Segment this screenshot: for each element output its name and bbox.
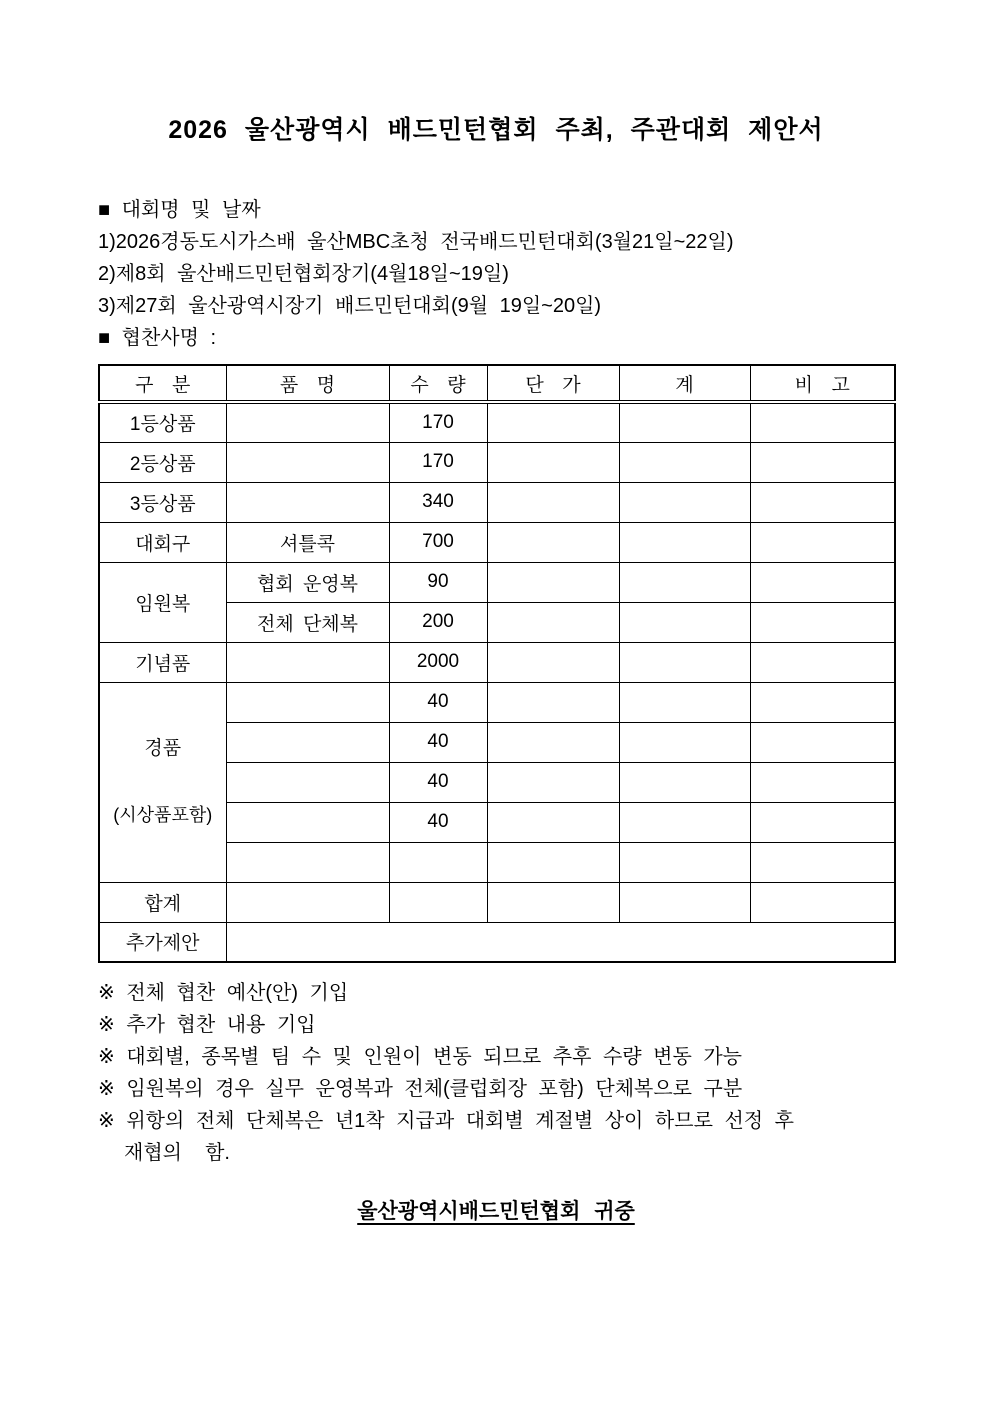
addressee-line (98, 1195, 894, 1225)
cell-unit-price (487, 402, 619, 442)
cell-item (226, 682, 389, 722)
cell-total (619, 642, 750, 682)
event-item-3: 3)제27회 울산광역시장기 배드민턴대회(9월 19일~20일) (98, 295, 602, 317)
table-row (99, 562, 895, 602)
cell-additional-merged (226, 922, 895, 962)
cell-total (619, 402, 750, 442)
prize-label: 경품 (144, 738, 182, 759)
col-header-item: 품 명 (226, 365, 389, 402)
prize-sublabel: (시상품포함) (113, 805, 213, 825)
cell-note (750, 882, 895, 922)
cell-total (619, 482, 750, 522)
cell-total (619, 882, 750, 922)
table-row (99, 482, 895, 522)
cell-note (750, 602, 895, 642)
cell-item (226, 762, 389, 802)
cell-category-total: 합계 (99, 882, 226, 922)
cell-item (226, 402, 389, 442)
cell-total (619, 562, 750, 602)
cell-total (619, 762, 750, 802)
cell-note (750, 562, 895, 602)
cell-qty: 170 (389, 402, 487, 442)
cell-total (619, 842, 750, 882)
table-row (99, 442, 895, 482)
table-row (99, 682, 895, 722)
footnotes (98, 977, 894, 1169)
cell-qty: 2000 (389, 642, 487, 682)
addressee-text: 울산광역시배드민턴협회 귀중 (357, 1200, 635, 1223)
cell-category: 기념품 (99, 642, 226, 682)
cell-category-additional: 추가제안 (99, 922, 226, 962)
cell-qty: 40 (389, 682, 487, 722)
intro-section (98, 194, 894, 354)
event-item-1: 1)2026경동도시가스배 울산MBC초청 전국배드민턴대회(3월21일~22일) (98, 231, 734, 253)
cell-note (750, 802, 895, 842)
cell-total (619, 722, 750, 762)
cell-item (226, 722, 389, 762)
cell-note (750, 402, 895, 442)
cell-unit-price (487, 682, 619, 722)
cell-total (619, 682, 750, 722)
cell-qty: 40 (389, 802, 487, 842)
footnote-3: ※ 대회별, 종목별 팀 수 및 인원이 변동 되므로 추후 수량 변동 가능 (98, 1046, 742, 1068)
cell-item (226, 882, 389, 922)
event-item-2: 2)제8회 울산배드민턴협회장기(4월18일~19일) (98, 263, 509, 285)
cell-item (226, 802, 389, 842)
cell-category: 1등상품 (99, 402, 226, 442)
cell-qty: 40 (389, 722, 487, 762)
cell-note (750, 842, 895, 882)
table-row-total (99, 882, 895, 922)
sponsor-table (98, 364, 896, 963)
cell-unit-price (487, 842, 619, 882)
footnote-1: ※ 전체 협찬 예산(안) 기입 (98, 982, 349, 1004)
cell-qty (389, 842, 487, 882)
col-header-unit-price: 단 가 (487, 365, 619, 402)
footnote-5: ※ 위항의 전체 단체복은 년1착 지급과 대회별 계절별 상이 하므로 선정 후 (98, 1110, 794, 1132)
cell-qty: 340 (389, 482, 487, 522)
col-header-category: 구 분 (99, 365, 226, 402)
cell-item: 협회 운영복 (226, 562, 389, 602)
cell-unit-price (487, 522, 619, 562)
sponsor-heading: ■ 협찬사명 : (98, 327, 217, 349)
cell-unit-price (487, 482, 619, 522)
cell-item (226, 642, 389, 682)
table-row (99, 642, 895, 682)
doc-title: 2026 울산광역시 배드민턴협회 주최, 주관대회 제안서 (168, 116, 824, 144)
col-header-total: 계 (619, 365, 750, 402)
cell-qty (389, 882, 487, 922)
cell-qty: 170 (389, 442, 487, 482)
cell-qty: 700 (389, 522, 487, 562)
cell-item (226, 442, 389, 482)
table-row (99, 402, 895, 442)
cell-note (750, 442, 895, 482)
cell-unit-price (487, 802, 619, 842)
cell-category-prizes (99, 682, 226, 882)
cell-unit-price (487, 602, 619, 642)
cell-note (750, 642, 895, 682)
table-header-row (99, 365, 895, 402)
cell-total (619, 602, 750, 642)
dates-heading: ■ 대회명 및 날짜 (98, 199, 261, 221)
col-header-note: 비 고 (750, 365, 895, 402)
cell-note (750, 722, 895, 762)
cell-note (750, 522, 895, 562)
cell-unit-price (487, 642, 619, 682)
cell-unit-price (487, 442, 619, 482)
cell-item: 전체 단체복 (226, 602, 389, 642)
cell-qty: 40 (389, 762, 487, 802)
cell-qty: 90 (389, 562, 487, 602)
cell-unit-price (487, 562, 619, 602)
cell-unit-price (487, 722, 619, 762)
cell-total (619, 442, 750, 482)
cell-note (750, 762, 895, 802)
table-row (99, 522, 895, 562)
cell-note (750, 682, 895, 722)
cell-category: 3등상품 (99, 482, 226, 522)
cell-total (619, 522, 750, 562)
footnote-4: ※ 임원복의 경우 실무 운영복과 전체(클럽회장 포함) 단체복으로 구분 (98, 1078, 743, 1100)
cell-note (750, 482, 895, 522)
cell-unit-price (487, 762, 619, 802)
col-header-qty: 수 량 (389, 365, 487, 402)
cell-item: 셔틀콕 (226, 522, 389, 562)
footnote-2: ※ 추가 협찬 내용 기입 (98, 1014, 316, 1036)
cell-unit-price (487, 882, 619, 922)
cell-item (226, 842, 389, 882)
cell-category: 대회구 (99, 522, 226, 562)
footnote-5-continued: 재협의 함. (124, 1142, 230, 1164)
cell-category: 2등상품 (99, 442, 226, 482)
table-row-additional-proposal (99, 922, 895, 962)
cell-item (226, 482, 389, 522)
cell-qty: 200 (389, 602, 487, 642)
cell-category-officials-uniform: 임원복 (99, 562, 226, 642)
cell-total (619, 802, 750, 842)
